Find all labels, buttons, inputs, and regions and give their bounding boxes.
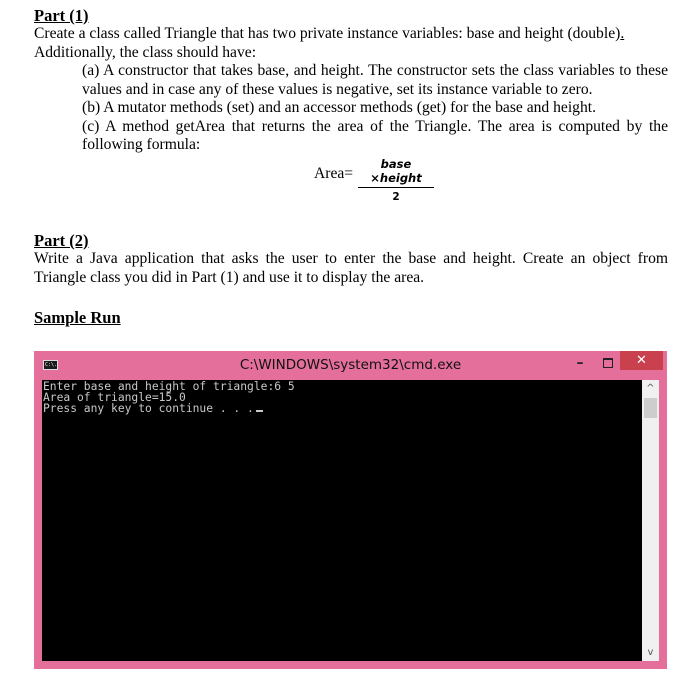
console-line-text: Press any key to continue . . . [43, 402, 254, 416]
requirements-list [82, 62, 668, 155]
part2-section [34, 231, 668, 287]
part1-intro [34, 25, 668, 44]
part1-intro-line1-end: . [620, 25, 625, 42]
formula-fraction [358, 157, 434, 204]
part1-heading: Part (1) [34, 6, 89, 25]
requirement-b: (b) A mutator methods (set) and an accessor methods (get) for the base and height. [82, 99, 597, 116]
vertical-scrollbar[interactable] [642, 380, 659, 661]
sample-run-heading: Sample Run [34, 308, 121, 327]
area-formula [34, 156, 668, 203]
console-window [34, 351, 667, 669]
part1-section [34, 6, 668, 203]
part1-intro-line2: Additionally, the class should have: [34, 43, 257, 61]
requirement-a: (a) A constructor that takes base, and height. The constructor sets the class variables to these values and in case any of these values is negative, set its instance variable to zero. [82, 62, 668, 98]
window-title: C:\WINDOWS\system32\cmd.exe [239, 357, 462, 373]
formula-numerator: base ×height [358, 157, 434, 188]
part2-text: Write a Java application that asks the user to enter the base and height. Create an object from Triangle class you did in Part (1) and use it to display the area. [34, 250, 668, 286]
console-titlebar[interactable] [34, 351, 667, 380]
console-line [43, 403, 642, 414]
part2-heading: Part (2) [34, 231, 89, 250]
cmd-app-icon[interactable]: C:\. [45, 362, 58, 368]
formula-denominator: 2 [392, 190, 400, 203]
scroll-thumb[interactable] [644, 398, 657, 418]
cursor-icon [256, 410, 263, 412]
part1-intro-line1: Create a class called Triangle that has two private instance variables: base and height (double) [34, 25, 621, 42]
scroll-up-button[interactable]: ^ [646, 383, 655, 394]
minimize-button[interactable]: – [576, 355, 584, 371]
console-line: Enter base and height of triangle:6 5 [43, 380, 295, 393]
maximize-button[interactable] [597, 351, 619, 371]
close-button[interactable]: ✕ [620, 351, 663, 370]
formula-lhs: Area= [314, 164, 354, 182]
requirement-c: (c) A method getArea that returns the area of the Triangle. The area is computed by the following formula: [82, 117, 668, 153]
maximize-icon [603, 358, 613, 368]
console-output[interactable] [42, 380, 642, 661]
scroll-down-button[interactable]: v [647, 647, 654, 658]
console-line: Area of triangle=15.0 [43, 391, 186, 405]
